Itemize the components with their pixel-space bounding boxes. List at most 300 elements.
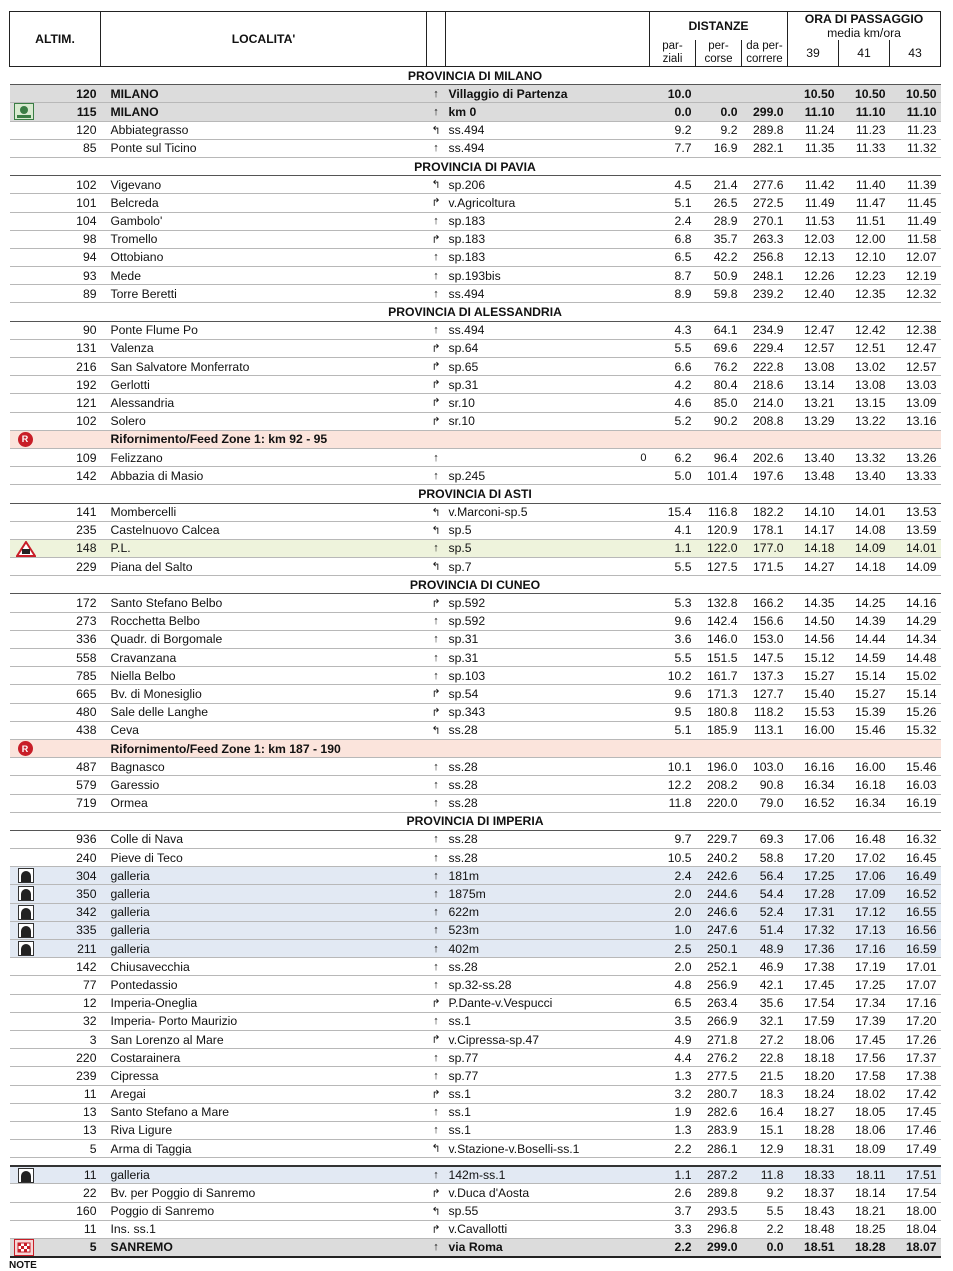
- altitude-value: 148: [76, 541, 97, 556]
- time-39-cell: 17.45: [788, 976, 839, 994]
- covered-distance-cell: 85.0: [696, 394, 742, 412]
- direction-icon: ↰: [427, 176, 446, 194]
- road-cell: [446, 994, 650, 1012]
- time-41-cell: 15.39: [839, 703, 890, 721]
- table-row: [10, 412, 941, 430]
- altitude-cell: [10, 1166, 101, 1184]
- time-43-cell: 14.34: [890, 630, 941, 648]
- covered-distance-cell: 127.5: [696, 558, 742, 576]
- partial-distance-cell: 9.7: [650, 830, 696, 848]
- altitude-value: 240: [76, 850, 97, 865]
- remaining-distance-cell: 113.1: [742, 721, 788, 739]
- time-39-cell: 13.40: [788, 448, 839, 466]
- remaining-distance-cell: 27.2: [742, 1030, 788, 1048]
- feed-zone-icon-cell: [10, 430, 101, 448]
- location-cell: Vigevano: [101, 176, 427, 194]
- road-cell: [446, 85, 650, 103]
- time-41-cell: 11.47: [839, 194, 890, 212]
- altitude-value: 109: [76, 450, 97, 465]
- time-39-cell: 13.48: [788, 467, 839, 485]
- covered-distance-cell: 9.2: [696, 121, 742, 139]
- road-cell: [446, 376, 650, 394]
- direction-icon: ↑: [427, 758, 446, 776]
- table-row: [10, 1166, 941, 1184]
- altitude-value: 22: [82, 1186, 97, 1201]
- time-39-cell: 18.24: [788, 1085, 839, 1103]
- remaining-distance-cell: 69.3: [742, 830, 788, 848]
- remaining-distance-cell: 103.0: [742, 758, 788, 776]
- time-43-cell: 14.09: [890, 558, 941, 576]
- time-43-cell: 11.39: [890, 176, 941, 194]
- road-cell: [446, 849, 650, 867]
- remaining-distance-cell: 0.0: [742, 1239, 788, 1257]
- partial-distance-cell: 1.9: [650, 1103, 696, 1121]
- time-41-cell: 17.09: [839, 885, 890, 903]
- altitude-value: 12: [82, 996, 97, 1011]
- table-row: [10, 376, 941, 394]
- time-39-cell: 10.50: [788, 85, 839, 103]
- time-41-cell: 13.15: [839, 394, 890, 412]
- finish-icon: [14, 1239, 34, 1256]
- time-41-cell: 14.09: [839, 539, 890, 557]
- time-39-cell: 17.06: [788, 830, 839, 848]
- partial-distance-cell: 5.1: [650, 721, 696, 739]
- province-header-row: [10, 576, 941, 594]
- remaining-distance-cell: 182.2: [742, 503, 788, 521]
- header-localita: LOCALITA': [101, 12, 427, 67]
- header-percorse: per- corse: [696, 40, 742, 67]
- road-value: sp.183: [448, 232, 486, 247]
- time-43-cell: 15.32: [890, 721, 941, 739]
- time-43-cell: 15.14: [890, 685, 941, 703]
- altitude-value: 487: [76, 759, 97, 774]
- altitude-cell: [10, 1220, 101, 1238]
- road-value: sp.103: [448, 668, 486, 683]
- location-cell: Niella Belbo: [101, 667, 427, 685]
- location-cell: galleria: [101, 867, 427, 885]
- location-cell: Bv. per Poggio di Sanremo: [101, 1184, 427, 1202]
- covered-distance-cell: 280.7: [696, 1085, 742, 1103]
- time-39-cell: 17.20: [788, 849, 839, 867]
- time-43-cell: 17.45: [890, 1103, 941, 1121]
- direction-icon: ↑: [427, 1239, 446, 1257]
- time-41-cell: 18.02: [839, 1085, 890, 1103]
- altitude-cell: [10, 1184, 101, 1202]
- direction-icon: ↑: [427, 321, 446, 339]
- covered-distance-cell: [696, 85, 742, 103]
- table-row: [10, 212, 941, 230]
- remaining-distance-cell: 229.4: [742, 339, 788, 357]
- altitude-value: 239: [76, 1068, 97, 1083]
- altitude-value: 342: [76, 905, 97, 920]
- road-cell: [446, 194, 650, 212]
- time-41-cell: 16.00: [839, 758, 890, 776]
- road-value: sp.592: [448, 614, 486, 629]
- remaining-distance-cell: 239.2: [742, 285, 788, 303]
- time-39-cell: 17.32: [788, 921, 839, 939]
- time-39-cell: 15.12: [788, 649, 839, 667]
- remaining-distance-cell: 177.0: [742, 539, 788, 557]
- time-41-cell: 14.39: [839, 612, 890, 630]
- time-39-cell: 14.10: [788, 503, 839, 521]
- partial-distance-cell: 5.2: [650, 412, 696, 430]
- table-row: [10, 121, 941, 139]
- road-value: v.Duca d'Aosta: [448, 1186, 530, 1201]
- time-39-cell: 11.53: [788, 212, 839, 230]
- table-row: [10, 230, 941, 248]
- direction-icon: ↱: [427, 1030, 446, 1048]
- remaining-distance-cell: 277.6: [742, 176, 788, 194]
- time-39-cell: 18.37: [788, 1184, 839, 1202]
- table-row: [10, 103, 941, 121]
- road-value: 142m-ss.1: [448, 1168, 506, 1183]
- altitude-cell: [10, 667, 101, 685]
- time-41-cell: 18.28: [839, 1239, 890, 1257]
- altitude-cell: [10, 958, 101, 976]
- road-value: ss.1: [448, 1105, 471, 1120]
- road-cell: [446, 1202, 650, 1220]
- road-value: sp.5: [448, 541, 472, 556]
- direction-icon: ↑: [427, 1067, 446, 1085]
- altitude-cell: [10, 1239, 101, 1257]
- time-39-cell: 16.34: [788, 776, 839, 794]
- table-row: [10, 394, 941, 412]
- time-39-cell: 15.27: [788, 667, 839, 685]
- time-39-cell: 18.31: [788, 1140, 839, 1158]
- partial-distance-cell: 10.2: [650, 667, 696, 685]
- covered-distance-cell: 185.9: [696, 721, 742, 739]
- time-39-cell: 13.29: [788, 412, 839, 430]
- direction-icon: ↱: [427, 194, 446, 212]
- remaining-distance-cell: [742, 85, 788, 103]
- location-cell: Sale delle Langhe: [101, 703, 427, 721]
- time-39-cell: 14.17: [788, 521, 839, 539]
- partial-distance-cell: 2.4: [650, 212, 696, 230]
- partial-distance-cell: 9.6: [650, 685, 696, 703]
- road-value: sp.31: [448, 377, 479, 392]
- altitude-cell: [10, 1121, 101, 1139]
- covered-distance-cell: 0.0: [696, 103, 742, 121]
- partial-distance-cell: 2.4: [650, 867, 696, 885]
- feed-zone-row: [10, 739, 941, 757]
- location-cell: San Lorenzo al Mare: [101, 1030, 427, 1048]
- partial-distance-cell: 4.8: [650, 976, 696, 994]
- remaining-distance-cell: 35.6: [742, 994, 788, 1012]
- partial-distance-cell: 4.3: [650, 321, 696, 339]
- road-cell: [446, 103, 650, 121]
- time-43-cell: 14.01: [890, 539, 941, 557]
- header-da-percorrere: da per- correre: [742, 40, 788, 67]
- time-39-cell: 11.42: [788, 176, 839, 194]
- covered-distance-cell: 50.9: [696, 267, 742, 285]
- remaining-distance-cell: 256.8: [742, 248, 788, 266]
- direction-icon: ↑: [427, 830, 446, 848]
- time-43-cell: 18.04: [890, 1220, 941, 1238]
- altitude-cell: [10, 139, 101, 157]
- road-value: ss.28: [448, 796, 478, 811]
- partial-distance-cell: 6.6: [650, 358, 696, 376]
- table-row: [10, 1220, 941, 1238]
- spacer-row: [10, 1158, 941, 1166]
- tunnel-icon: [18, 905, 34, 920]
- altitude-cell: [10, 976, 101, 994]
- road-cell: [446, 958, 650, 976]
- location-cell: Ottobiano: [101, 248, 427, 266]
- table-row: [10, 194, 941, 212]
- remaining-distance-cell: 21.5: [742, 1067, 788, 1085]
- time-43-cell: 16.19: [890, 794, 941, 812]
- time-41-cell: 17.25: [839, 976, 890, 994]
- partial-distance-cell: 5.5: [650, 339, 696, 357]
- road-value: sp.54: [448, 686, 479, 701]
- time-39-cell: 18.28: [788, 1121, 839, 1139]
- remaining-distance-cell: 153.0: [742, 630, 788, 648]
- altitude-value: 142: [76, 959, 97, 974]
- road-value: ss.28: [448, 850, 478, 865]
- partial-distance-cell: 4.1: [650, 521, 696, 539]
- time-39-cell: 14.56: [788, 630, 839, 648]
- road-value: via Roma: [448, 1240, 503, 1255]
- feed-zone-row: [10, 430, 941, 448]
- time-41-cell: 18.14: [839, 1184, 890, 1202]
- road-cell: [446, 248, 650, 266]
- time-43-cell: 13.53: [890, 503, 941, 521]
- time-41-cell: 18.21: [839, 1202, 890, 1220]
- time-41-cell: 14.08: [839, 521, 890, 539]
- location-cell: Gambolo': [101, 212, 427, 230]
- time-43-cell: 13.16: [890, 412, 941, 430]
- location-cell: Gerlotti: [101, 376, 427, 394]
- partial-distance-cell: 9.5: [650, 703, 696, 721]
- feed-zone-icon: R: [18, 432, 33, 447]
- time-43-cell: 13.03: [890, 376, 941, 394]
- road-cell: [446, 1085, 650, 1103]
- remaining-distance-cell: 156.6: [742, 612, 788, 630]
- road-value: ss.28: [448, 723, 478, 738]
- altitude-cell: [10, 176, 101, 194]
- covered-distance-cell: 161.7: [696, 667, 742, 685]
- header-speed-41: 41: [839, 40, 890, 67]
- altitude-value: 142: [76, 468, 97, 483]
- remaining-distance-cell: 79.0: [742, 794, 788, 812]
- time-41-cell: 11.23: [839, 121, 890, 139]
- altitude-cell: [10, 885, 101, 903]
- location-cell: MILANO: [101, 85, 427, 103]
- altitude-value: 102: [76, 414, 97, 429]
- altitude-value: 77: [82, 977, 97, 992]
- table-row: [10, 903, 941, 921]
- time-43-cell: 17.49: [890, 1140, 941, 1158]
- direction-icon: ↑: [427, 1166, 446, 1184]
- covered-distance-cell: 296.8: [696, 1220, 742, 1238]
- time-43-cell: 17.54: [890, 1184, 941, 1202]
- time-41-cell: 17.39: [839, 1012, 890, 1030]
- province-header-row: [10, 303, 941, 321]
- table-row: [10, 139, 941, 157]
- time-41-cell: 16.18: [839, 776, 890, 794]
- covered-distance-cell: 282.6: [696, 1103, 742, 1121]
- altitude-value: 192: [76, 377, 97, 392]
- altitude-cell: [10, 940, 101, 958]
- time-43-cell: 13.59: [890, 521, 941, 539]
- location-cell: Torre Beretti: [101, 285, 427, 303]
- remaining-distance-cell: 15.1: [742, 1121, 788, 1139]
- road-cell: [446, 358, 650, 376]
- remaining-distance-cell: 272.5: [742, 194, 788, 212]
- time-39-cell: 14.27: [788, 558, 839, 576]
- altitude-value: 141: [76, 505, 97, 520]
- time-41-cell: 11.33: [839, 139, 890, 157]
- table-row: [10, 558, 941, 576]
- header-road: [446, 12, 650, 67]
- partial-distance-cell: 1.0: [650, 921, 696, 939]
- road-value: ss.1: [448, 1014, 471, 1029]
- time-41-cell: 15.46: [839, 721, 890, 739]
- time-41-cell: 13.32: [839, 448, 890, 466]
- partial-distance-cell: 1.3: [650, 1067, 696, 1085]
- table-row: [10, 794, 941, 812]
- table-row: [10, 830, 941, 848]
- time-41-cell: 12.35: [839, 285, 890, 303]
- time-41-cell: 14.59: [839, 649, 890, 667]
- direction-icon: ↱: [427, 1184, 446, 1202]
- altitude-value: 229: [76, 559, 97, 574]
- time-43-cell: 15.46: [890, 758, 941, 776]
- road-cell: [446, 921, 650, 939]
- road-cell: [446, 1067, 650, 1085]
- road-value: sp.193bis: [448, 268, 501, 283]
- time-43-cell: 12.38: [890, 321, 941, 339]
- time-39-cell: 13.14: [788, 376, 839, 394]
- time-43-cell: 11.49: [890, 212, 941, 230]
- road-cell: [446, 139, 650, 157]
- table-row: [10, 921, 941, 939]
- time-43-cell: 12.07: [890, 248, 941, 266]
- direction-icon: ↱: [427, 703, 446, 721]
- altitude-value: 336: [76, 632, 97, 647]
- covered-distance-cell: 266.9: [696, 1012, 742, 1030]
- direction-icon: ↱: [427, 412, 446, 430]
- altitude-cell: [10, 994, 101, 1012]
- direction-icon: ↰: [427, 503, 446, 521]
- road-cell: [446, 703, 650, 721]
- road-cell: [446, 776, 650, 794]
- partial-distance-cell: 2.0: [650, 958, 696, 976]
- partial-distance-cell: 6.8: [650, 230, 696, 248]
- time-43-cell: 16.32: [890, 830, 941, 848]
- covered-distance-cell: 171.3: [696, 685, 742, 703]
- remaining-distance-cell: 171.5: [742, 558, 788, 576]
- time-43-cell: 11.23: [890, 121, 941, 139]
- remaining-distance-cell: 234.9: [742, 321, 788, 339]
- time-41-cell: 18.25: [839, 1220, 890, 1238]
- time-41-cell: 15.14: [839, 667, 890, 685]
- road-value: ss.28: [448, 832, 478, 847]
- altitude-cell: [10, 867, 101, 885]
- road-cell: [446, 1220, 650, 1238]
- header-speed-39: 39: [788, 40, 839, 67]
- location-cell: Pontedassio: [101, 976, 427, 994]
- tunnel-icon: [18, 923, 34, 938]
- partial-distance-cell: 5.3: [650, 594, 696, 612]
- road-cell: [446, 321, 650, 339]
- table-row: [10, 1239, 941, 1257]
- road-cell: [446, 176, 650, 194]
- table-row: [10, 1012, 941, 1030]
- time-43-cell: 16.52: [890, 885, 941, 903]
- table-row: [10, 358, 941, 376]
- road-cell: [446, 1184, 650, 1202]
- altitude-cell: [10, 321, 101, 339]
- time-43-cell: 17.01: [890, 958, 941, 976]
- time-41-cell: 12.51: [839, 339, 890, 357]
- altitude-value: 121: [76, 395, 97, 410]
- altitude-value: 480: [76, 705, 97, 720]
- time-41-cell: 17.06: [839, 867, 890, 885]
- altitude-value: 160: [76, 1204, 97, 1219]
- covered-distance-cell: 196.0: [696, 758, 742, 776]
- location-cell: Cravanzana: [101, 649, 427, 667]
- remaining-distance-cell: 178.1: [742, 521, 788, 539]
- tunnel-icon: [18, 886, 34, 901]
- table-row: [10, 1030, 941, 1048]
- covered-distance-cell: 16.9: [696, 139, 742, 157]
- altitude-cell: [10, 921, 101, 939]
- altitude-cell: [10, 194, 101, 212]
- partial-distance-cell: 10.5: [650, 849, 696, 867]
- header-speed-43: 43: [890, 40, 941, 67]
- remaining-distance-cell: 42.1: [742, 976, 788, 994]
- tunnel-icon: [18, 868, 34, 883]
- table-row: [10, 1121, 941, 1139]
- header-ora: [788, 12, 941, 41]
- direction-icon: ↑: [427, 103, 446, 121]
- partial-distance-cell: 4.5: [650, 176, 696, 194]
- road-value: sp.343: [448, 705, 486, 720]
- location-cell: Valenza: [101, 339, 427, 357]
- header-direction: [427, 12, 446, 67]
- road-value: sr.10: [448, 395, 475, 410]
- altitude-value: 235: [76, 523, 97, 538]
- time-39-cell: 18.06: [788, 1030, 839, 1048]
- feed-zone-icon-cell: [10, 739, 101, 757]
- covered-distance-cell: 293.5: [696, 1202, 742, 1220]
- table-row: [10, 994, 941, 1012]
- direction-icon: ↑: [427, 285, 446, 303]
- time-39-cell: 11.49: [788, 194, 839, 212]
- table-row: [10, 649, 941, 667]
- altitude-cell: [10, 1049, 101, 1067]
- partial-distance-cell: 5.0: [650, 467, 696, 485]
- covered-distance-cell: 252.1: [696, 958, 742, 976]
- partial-distance-cell: 12.2: [650, 776, 696, 794]
- time-43-cell: 11.45: [890, 194, 941, 212]
- time-41-cell: 14.18: [839, 558, 890, 576]
- time-43-cell: 16.03: [890, 776, 941, 794]
- direction-icon: ↱: [427, 230, 446, 248]
- location-cell: galleria: [101, 903, 427, 921]
- road-value: v.Agricoltura: [448, 195, 516, 210]
- road-cell: [446, 1049, 650, 1067]
- covered-distance-cell: 80.4: [696, 376, 742, 394]
- altitude-cell: [10, 121, 101, 139]
- covered-distance-cell: 142.4: [696, 612, 742, 630]
- time-39-cell: 12.13: [788, 248, 839, 266]
- time-41-cell: 17.45: [839, 1030, 890, 1048]
- road-value: sp.55: [448, 1204, 479, 1219]
- road-value: sp.65: [448, 359, 479, 374]
- road-value: v.Cavallotti: [448, 1222, 508, 1237]
